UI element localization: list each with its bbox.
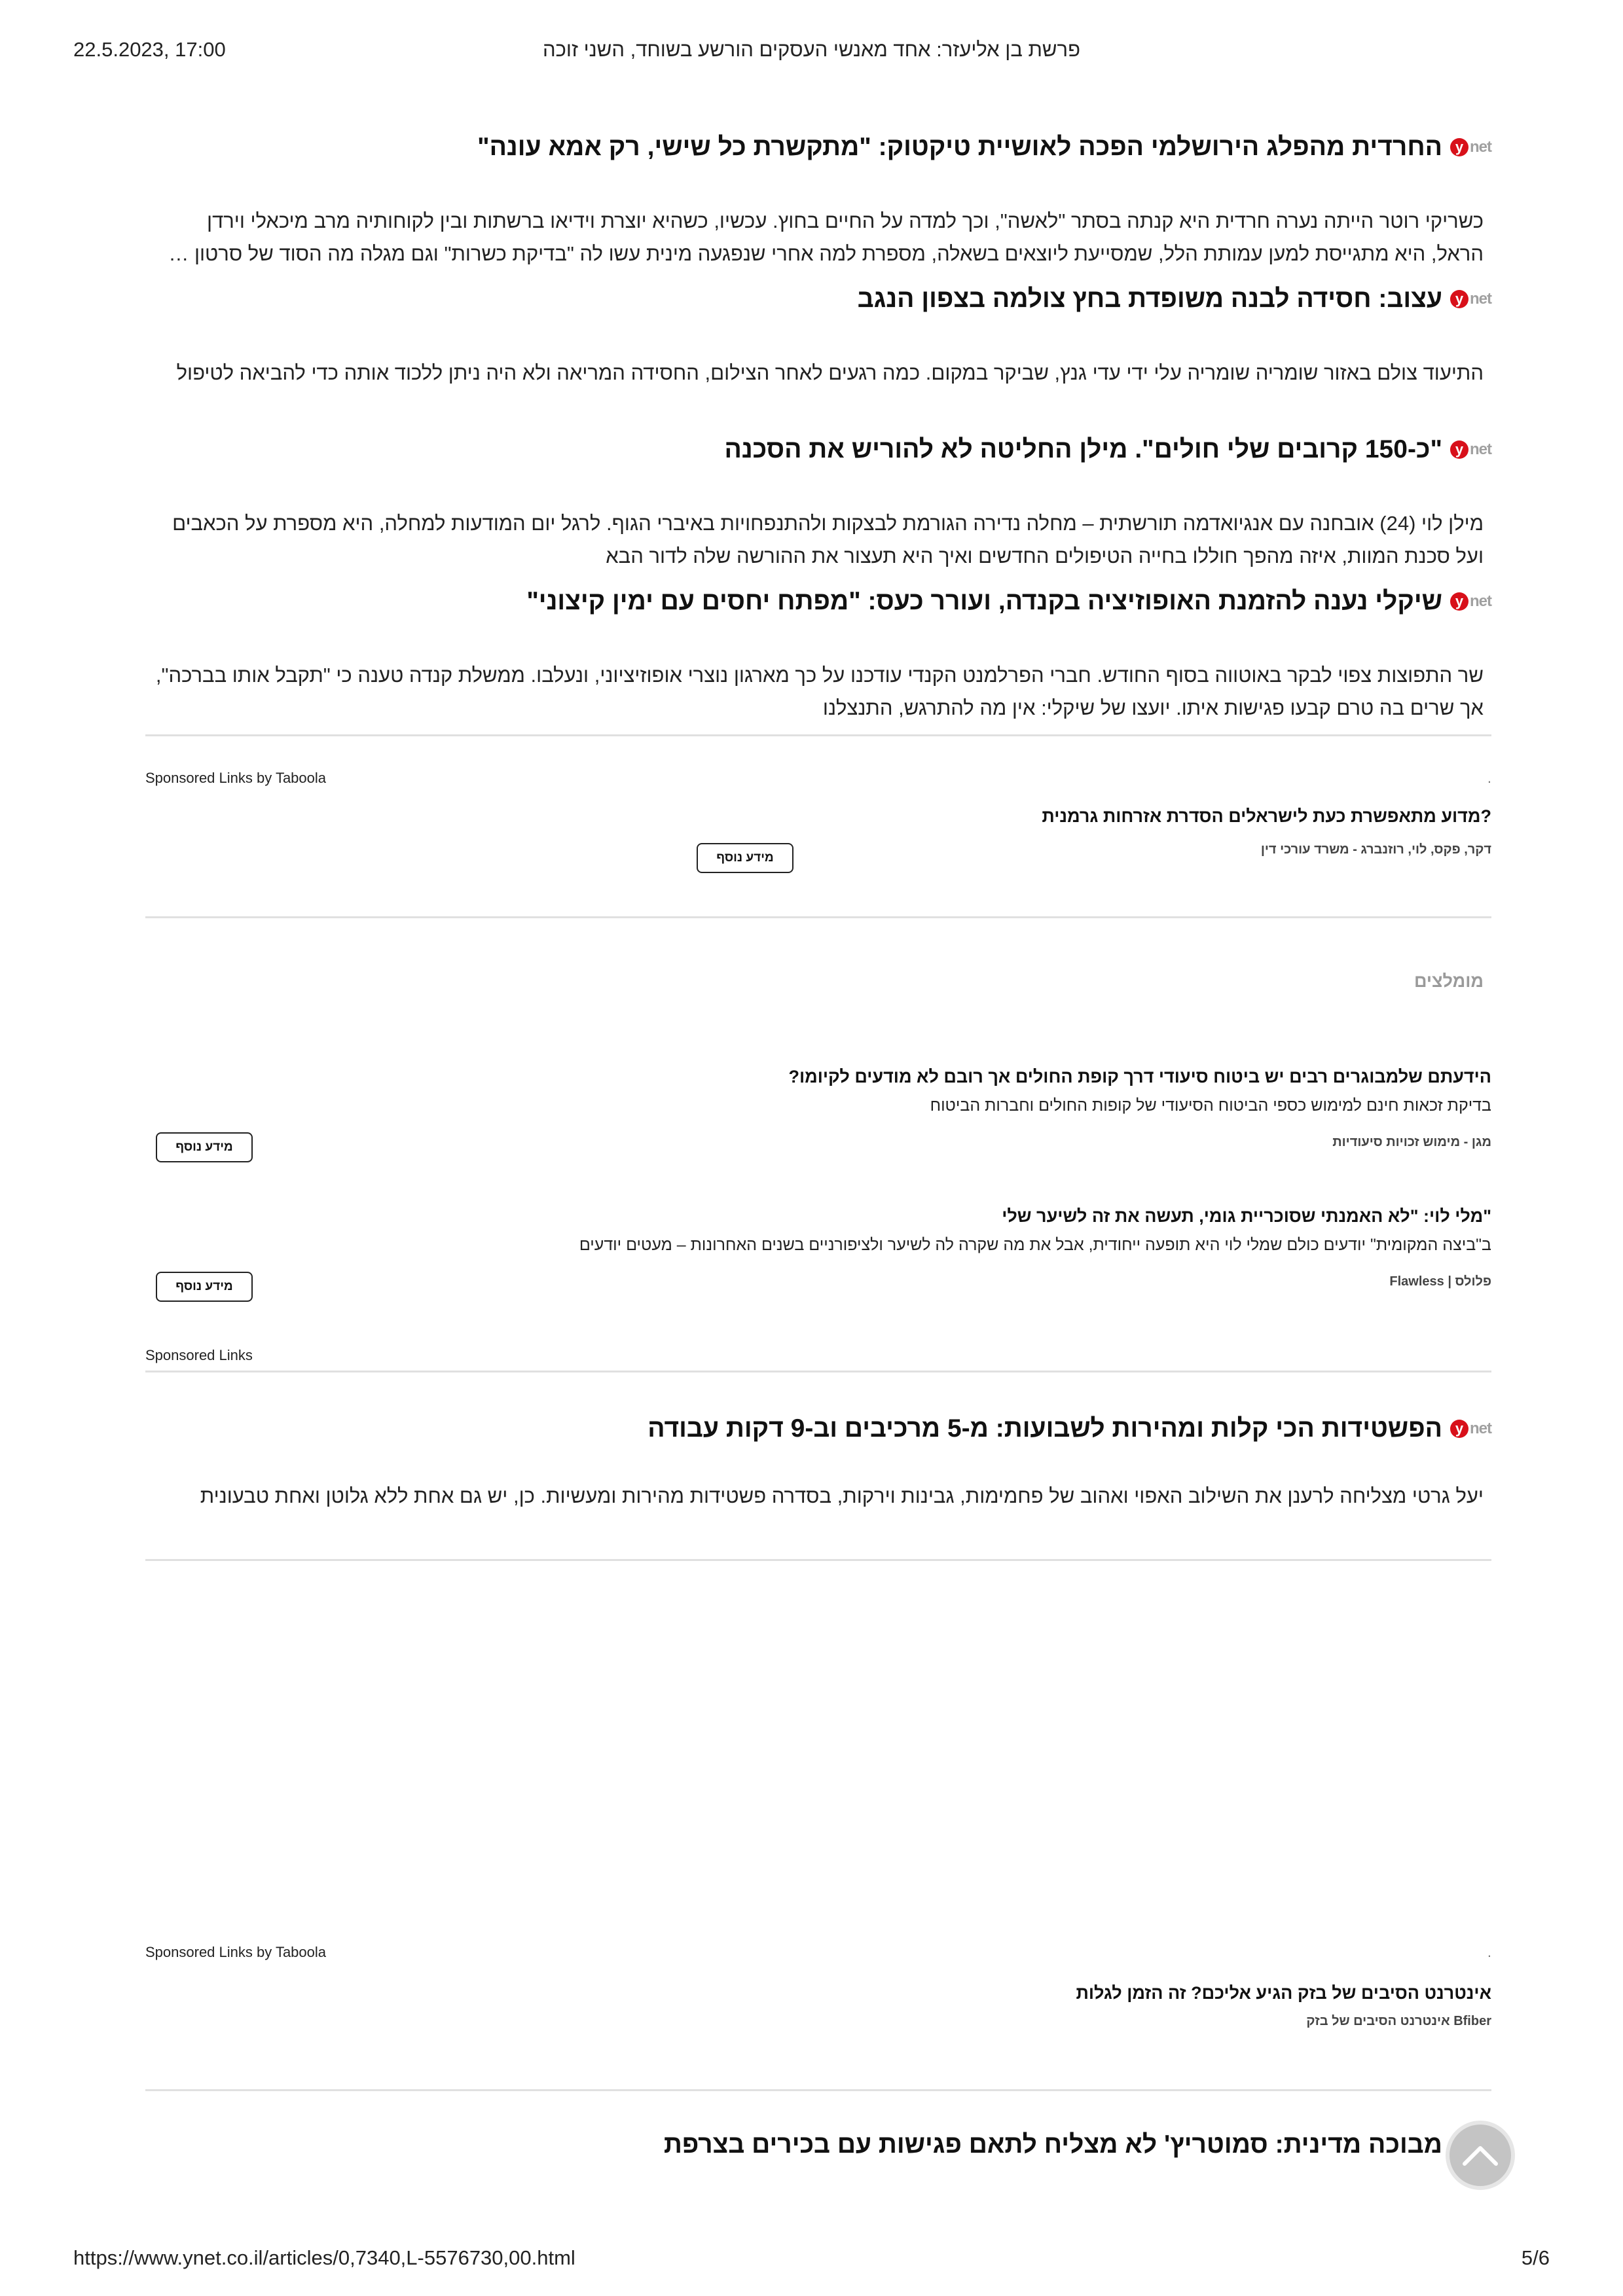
ynet-logo-icon: y net <box>1450 138 1491 156</box>
more-info-button[interactable]: מידע נוסף <box>156 1132 253 1162</box>
story-item[interactable] <box>145 433 1491 573</box>
rec-desc[interactable]: בדיקת זכאות חינם למימוש כספי הביטוח הסיעודי של קופות החולים וחברות הביטוח <box>930 1096 1491 1115</box>
ynet-logo-icon: y net <box>1450 290 1491 308</box>
sponsored-ad[interactable] <box>1042 806 1491 857</box>
story-summary: יעל גרטי מצליחה לרענן את השילוב האפוי ואהוב של פחמימות, גבינות וירקות, בסדרה פשטידות מהירות ומעשיות. כן, יש גם אחת ללא גלוטן ואחת טבעונית <box>200 1484 1484 1507</box>
taboola-sponsored-label[interactable]: Sponsored Links by Taboola <box>145 1944 327 1960</box>
print-page-number: 5/6 <box>1521 2246 1550 2269</box>
story-item[interactable] <box>145 2128 1491 2162</box>
story-item[interactable] <box>145 131 1491 270</box>
story-title[interactable]: "כ-150 קרובים שלי חולים". מילן החליטה לא להוריש את הסכנה <box>724 435 1442 463</box>
ad-brand[interactable]: Bfiber אינטרנט הסיבים של בזק <box>1306 2014 1491 2028</box>
story-title[interactable]: עצוב: חסידה לבנה משופדת בחץ צולמה בצפון הנגב <box>857 285 1442 313</box>
story-title[interactable]: מבוכה מדינית: סמוטריץ' לא מצליח לתאם פגישות עם בכירים בצרפת <box>663 2130 1442 2159</box>
recommended-heading: מומלצים <box>1413 971 1484 991</box>
print-page-title: פרשת בן אליעזר: אחד מאנשי העסקים הורשע בשוחד, השני זוכה <box>542 38 1080 61</box>
section-divider <box>145 1371 1491 1372</box>
sponsored-links-label[interactable]: Sponsored Links <box>145 1347 253 1363</box>
section-divider <box>145 2089 1491 2091</box>
taboola-sponsored-label[interactable]: Sponsored Links by Taboola <box>145 770 327 786</box>
story-item[interactable] <box>145 585 1491 725</box>
ynet-logo-icon: y net <box>1450 592 1491 611</box>
chevron-up-icon <box>1462 2144 1499 2166</box>
ad-title[interactable]: אינטרנט הסיבים של בזק הגיע אליכם? זה הזמן לגלות <box>1076 1983 1491 2003</box>
article-column <box>145 0 1491 2225</box>
more-info-button[interactable]: מידע נוסף <box>156 1272 253 1302</box>
story-summary: כשריקי רוטר הייתה נערה חרדית היא קנתה בסתר "לאשה", וכך למדה על החיים בחוץ. עכשיו, כשהיא יוצרת וידיאו ברשתות ובין לקוחותיה מרב מיכאלי וירדן הראל, היא מתגייסת למען עמותת הלל, שמסייעת ליוצאים בשאלה, מספרת למה אחרי שנפגעה מינית עשו לה "בדיקת כשרות" וגם מגלה מה הסוד של סרטון … <box>168 209 1484 265</box>
ad-brand[interactable]: דקר, פקס, לוי, רוזנברג - משרד עורכי דין <box>1260 842 1491 857</box>
sponsor-dot: . <box>1487 1944 1491 1960</box>
more-info-button[interactable]: מידע נוסף <box>697 843 793 873</box>
rec-title[interactable]: "מלי לוי: "לא האמנתי שסוכריית גומי, תעשה את זה לשיער שלי <box>1002 1206 1491 1226</box>
recommended-item[interactable] <box>788 1067 1491 1150</box>
story-item[interactable] <box>145 1412 1491 1513</box>
section-divider <box>145 916 1491 918</box>
story-summary: שר התפוצות צפוי לבקר באוטווה בסוף החודש. חברי הפרלמנט הקנדי עודכנו על כך מארגון נוצרי אופוזיציוני, ונעלבו. ממשלת קנדה טענה כי "תקבל אותו בברכה", אך שרים בה טרם קבעו פגישות איתו. יועצו של שיקלי: אין מה להתרגש, התנצלנו <box>155 663 1484 719</box>
rec-desc[interactable]: ב"ביצה המקומית" יודעים כולם שמלי לוי היא תופעה ייחודית, אבל את מה שקרה לה לשיער ולציפורניים בשנים האחרונות – מעטים יודעים <box>579 1236 1491 1254</box>
sponsored-ad[interactable] <box>1076 1983 1491 2029</box>
scroll-to-top-button[interactable] <box>1446 2121 1515 2190</box>
story-title[interactable]: הפשטידות הכי קלות ומהירות לשבועות: מ-5 מרכיבים וב-9 דקות עבודה <box>647 1414 1442 1443</box>
recommended-item[interactable] <box>579 1206 1491 1289</box>
ynet-logo-icon: y net <box>1450 1420 1491 1438</box>
story-title[interactable]: החרדית מהפלג הירושלמי הפכה לאושיית טיקטוק: "מתקשרת כל שישי, רק אמא עונה" <box>477 133 1442 161</box>
section-divider <box>145 1559 1491 1561</box>
ad-title[interactable]: ?מדוע מתאפשרת כעת לישראלים הסדרת אזרחות גרמנית <box>1042 806 1491 826</box>
story-summary: התיעוד צולם באזור שומריה שומריה עלי ידי עדי גנץ, שביקר במקום. כמה רגעים לאחר הצילום, החסידה המריאה ולא היה ניתן ללכוד אותה כדי להביאה לטיפול <box>176 361 1484 384</box>
ynet-logo-icon: y net <box>1450 440 1491 459</box>
print-url: https://www.ynet.co.il/articles/0,7340,L-5576730,00.html <box>73 2246 575 2269</box>
rec-brand[interactable]: פלולס | Flawless <box>1389 1274 1491 1289</box>
section-divider <box>145 734 1491 736</box>
rec-title[interactable]: הידעתם שלמבוגרים רבים יש ביטוח סיעודי דרך קופת החולים אך רובם לא מודעים לקיומו? <box>788 1067 1491 1086</box>
print-datetime: 22.5.2023, 17:00 <box>73 38 226 61</box>
story-summary: מילן לוי (24) אובחנה עם אנגיואדמה תורשתית – מחלה נדירה הגורמת לבצקות ולהתנפחויות באיברי הגוף. לרגל יום המודעות למחלה, היא מספרת על הכאבים ועל סכנת המוות, איזה מהפך חוללו בחייה הטיפולים החדשים ואיך היא תעצור את ההורשה שלה לדור הבא <box>172 511 1484 567</box>
rec-brand[interactable]: מגן - מימוש זכויות סיעודיות <box>1332 1135 1491 1149</box>
story-item[interactable] <box>145 283 1491 389</box>
sponsor-dot: . <box>1487 770 1491 786</box>
story-title[interactable]: שיקלי נענה להזמנת האופוזיציה בקנדה, ועורר כעס: "מפתח יחסים עם ימין קיצוני" <box>526 587 1442 615</box>
